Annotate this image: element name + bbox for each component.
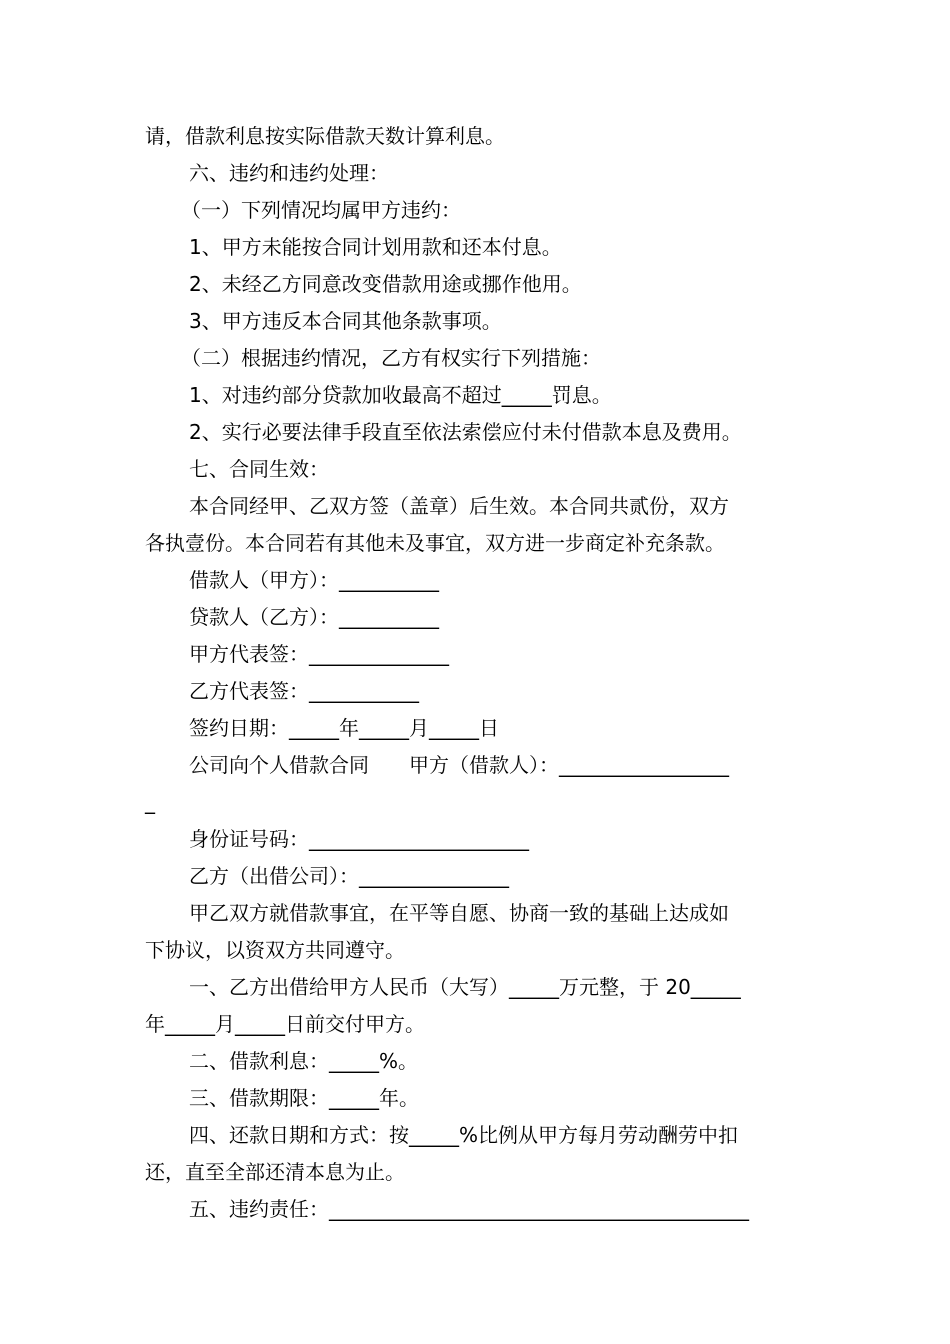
contract-title-line: 公司向个人借款合同 甲方（借款人）：_________________ — [189, 753, 729, 777]
text-line: 年_____月_____日前交付甲方。 — [145, 1012, 425, 1036]
text-line: _ — [145, 790, 155, 814]
text-line: 请，借款利息按实际借款天数计算利息。 — [145, 124, 505, 148]
text-line: 甲乙双方就借款事宜，在平等自愿、协商一致的基础上达成如 — [189, 901, 729, 925]
clause-line: 四、还款日期和方式：按_____%比例从甲方每月劳动酬劳中扣 — [189, 1123, 739, 1147]
id-number-field: 身份证号码：______________________ — [189, 827, 529, 851]
lender-field: 乙方（出借公司）：_______________ — [189, 864, 509, 888]
text-line: 2、未经乙方同意改变借款用途或挪作他用。 — [189, 272, 582, 296]
signature-field: 贷款人（乙方）：__________ — [189, 605, 439, 629]
section-heading: 七、合同生效： — [189, 457, 329, 481]
signature-field: 甲方代表签：______________ — [189, 642, 449, 666]
text-line: 2、实行必要法律手段直至依法索偿应付未付借款本息及费用。 — [189, 420, 742, 444]
subsection-heading: （二）根据违约情况，乙方有权实行下列措施： — [181, 346, 601, 370]
date-field: 签约日期：_____年_____月_____日 — [189, 716, 499, 740]
clause-line: 二、借款利息：_____%。 — [189, 1049, 419, 1073]
text-line: 1、对违约部分贷款加收最高不超过_____罚息。 — [189, 383, 612, 407]
clause-line: 一、乙方出借给甲方人民币（大写）_____万元整，于 20_____ — [189, 975, 741, 999]
signature-field: 借款人（甲方）：__________ — [189, 568, 439, 592]
text-line: 1、甲方未能按合同计划用款和还本付息。 — [189, 235, 562, 259]
subsection-heading: （一）下列情况均属甲方违约： — [181, 198, 461, 222]
clause-line: 三、借款期限：_____年。 — [189, 1086, 419, 1110]
text-line: 下协议，以资双方共同遵守。 — [145, 938, 405, 962]
document-body — [145, 118, 810, 1228]
signature-field: 乙方代表签：___________ — [189, 679, 419, 703]
text-line: 本合同经甲、乙双方签（盖章）后生效。本合同共贰份，双方 — [189, 494, 729, 518]
text-line: 各执壹份。本合同若有其他未及事宜，双方进一步商定补充条款。 — [145, 531, 725, 555]
text-line: 还，直至全部还清本息为止。 — [145, 1160, 405, 1184]
section-heading: 六、违约和违约处理： — [189, 161, 389, 185]
clause-line: 五、违约责任：__________________________________________ — [189, 1197, 749, 1221]
text-line: 3、甲方违反本合同其他条款事项。 — [189, 309, 502, 333]
